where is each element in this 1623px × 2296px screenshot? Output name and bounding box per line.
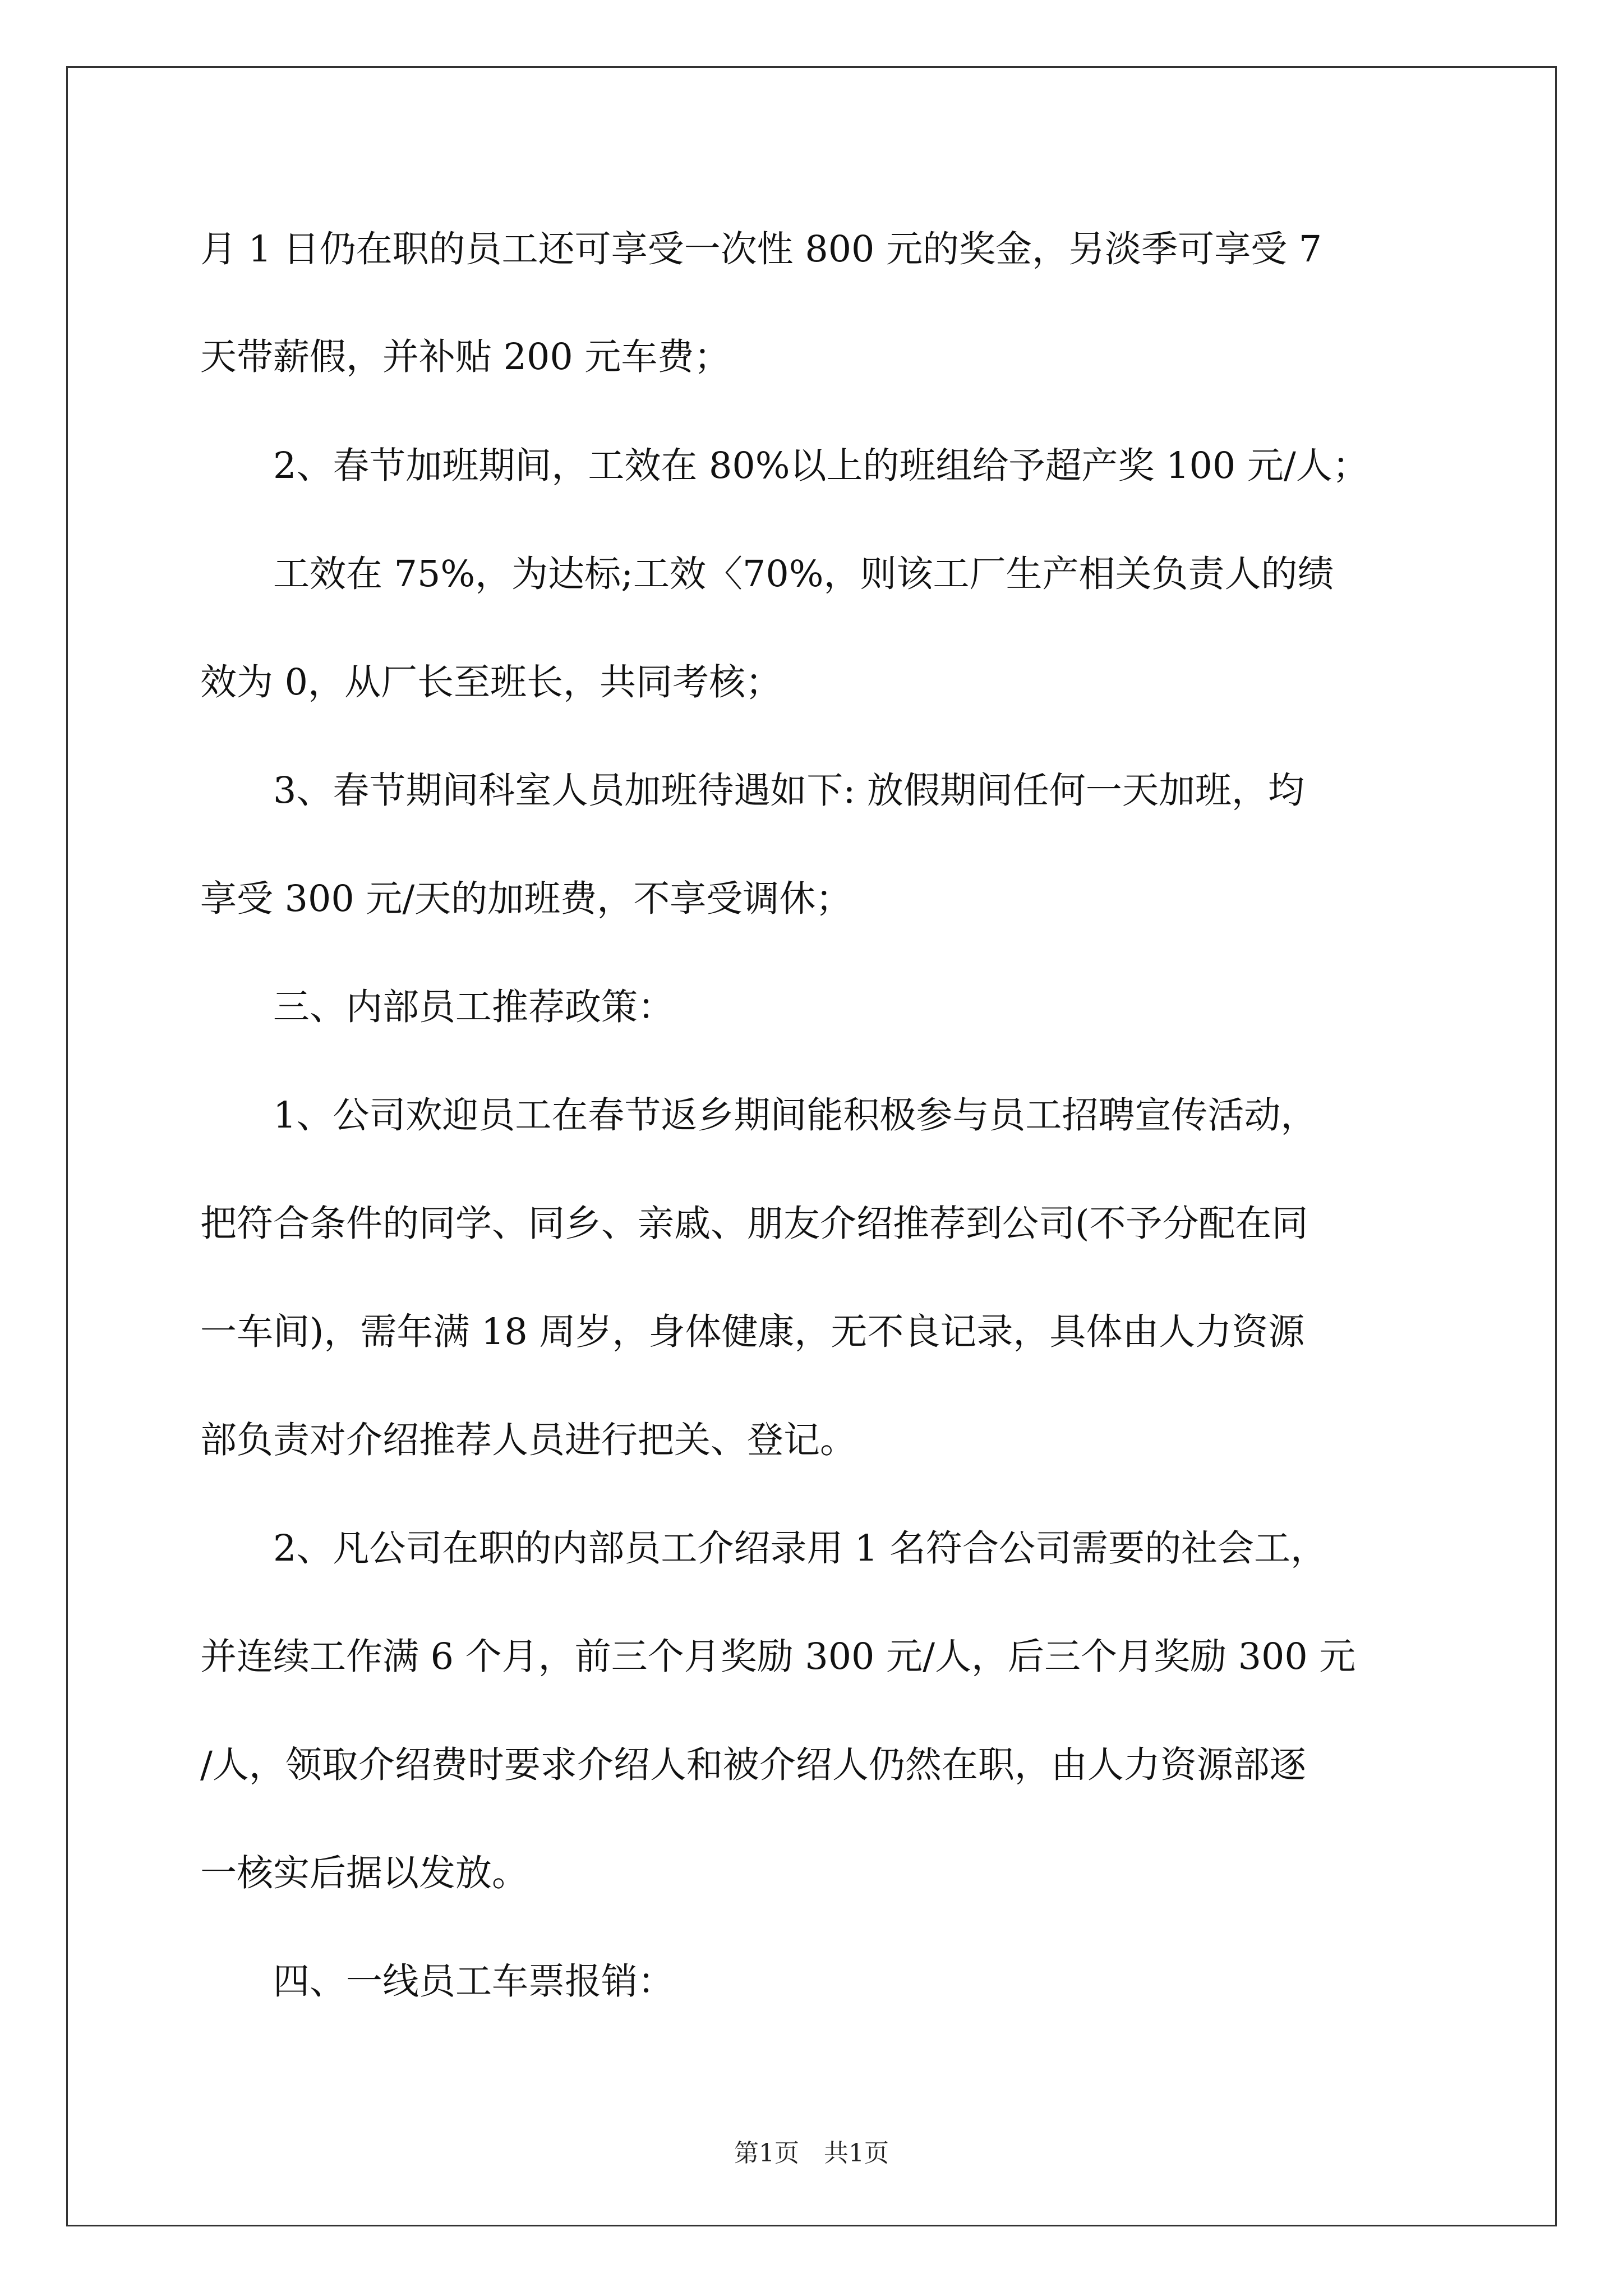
text-line-2: 天带薪假，并补贴 200 元车费； bbox=[200, 336, 731, 378]
text-line-11: 一车间)，需年满 18 周岁，身体健康，无不良记录，具体由人力资源 bbox=[200, 1311, 1305, 1353]
text-line-3: 2、春节加班期间，工效在 80%以上的班组给予超产奖 100 元/人； bbox=[200, 445, 1369, 487]
page-border bbox=[66, 66, 1557, 2226]
text-line-9: 1、公司欢迎员工在春节返乡期间能积极参与员工招聘宣传活动， bbox=[200, 1094, 1317, 1137]
text-line-13: 2、凡公司在职的内部员工介绍录用 1 名符合公司需要的社会工， bbox=[200, 1527, 1327, 1570]
text-line-17: 四、一线员工车票报销： bbox=[200, 1961, 675, 2003]
text-line-8: 三、内部员工推荐政策： bbox=[200, 986, 675, 1028]
text-line-12: 部负责对介绍推荐人员进行把关、登记。 bbox=[200, 1419, 857, 1461]
text-line-6: 3、春节期间科室人员加班待遇如下: 放假期间任何一天加班，均 bbox=[200, 770, 1304, 812]
text-line-15: /人，领取介绍费时要求介绍人和被介绍人仍然在职，由人力资源部逐 bbox=[200, 1744, 1306, 1786]
text-line-5: 效为 0，从厂长至班长，共同考核； bbox=[200, 661, 782, 703]
text-line-1: 月 1 日仍在职的员工还可享受一次性 800 元的奖金，另淡季可享受 7 bbox=[200, 228, 1322, 270]
page-footer: 第1页 共1页 bbox=[734, 2139, 889, 2168]
text-line-14: 并连续工作满 6 个月，前三个月奖励 300 元/人，后三个月奖励 300 元 bbox=[200, 1636, 1356, 1678]
text-line-4: 工效在 75%，为达标;工效〈70%，则该工厂生产相关负责人的绩 bbox=[200, 553, 1334, 595]
text-line-16: 一核实后据以发放。 bbox=[200, 1852, 529, 1894]
text-line-10: 把符合条件的同学、同乡、亲戚、朋友介绍推荐到公司(不予分配在同 bbox=[200, 1203, 1308, 1245]
text-line-7: 享受 300 元/天的加班费，不享受调休； bbox=[200, 878, 852, 920]
